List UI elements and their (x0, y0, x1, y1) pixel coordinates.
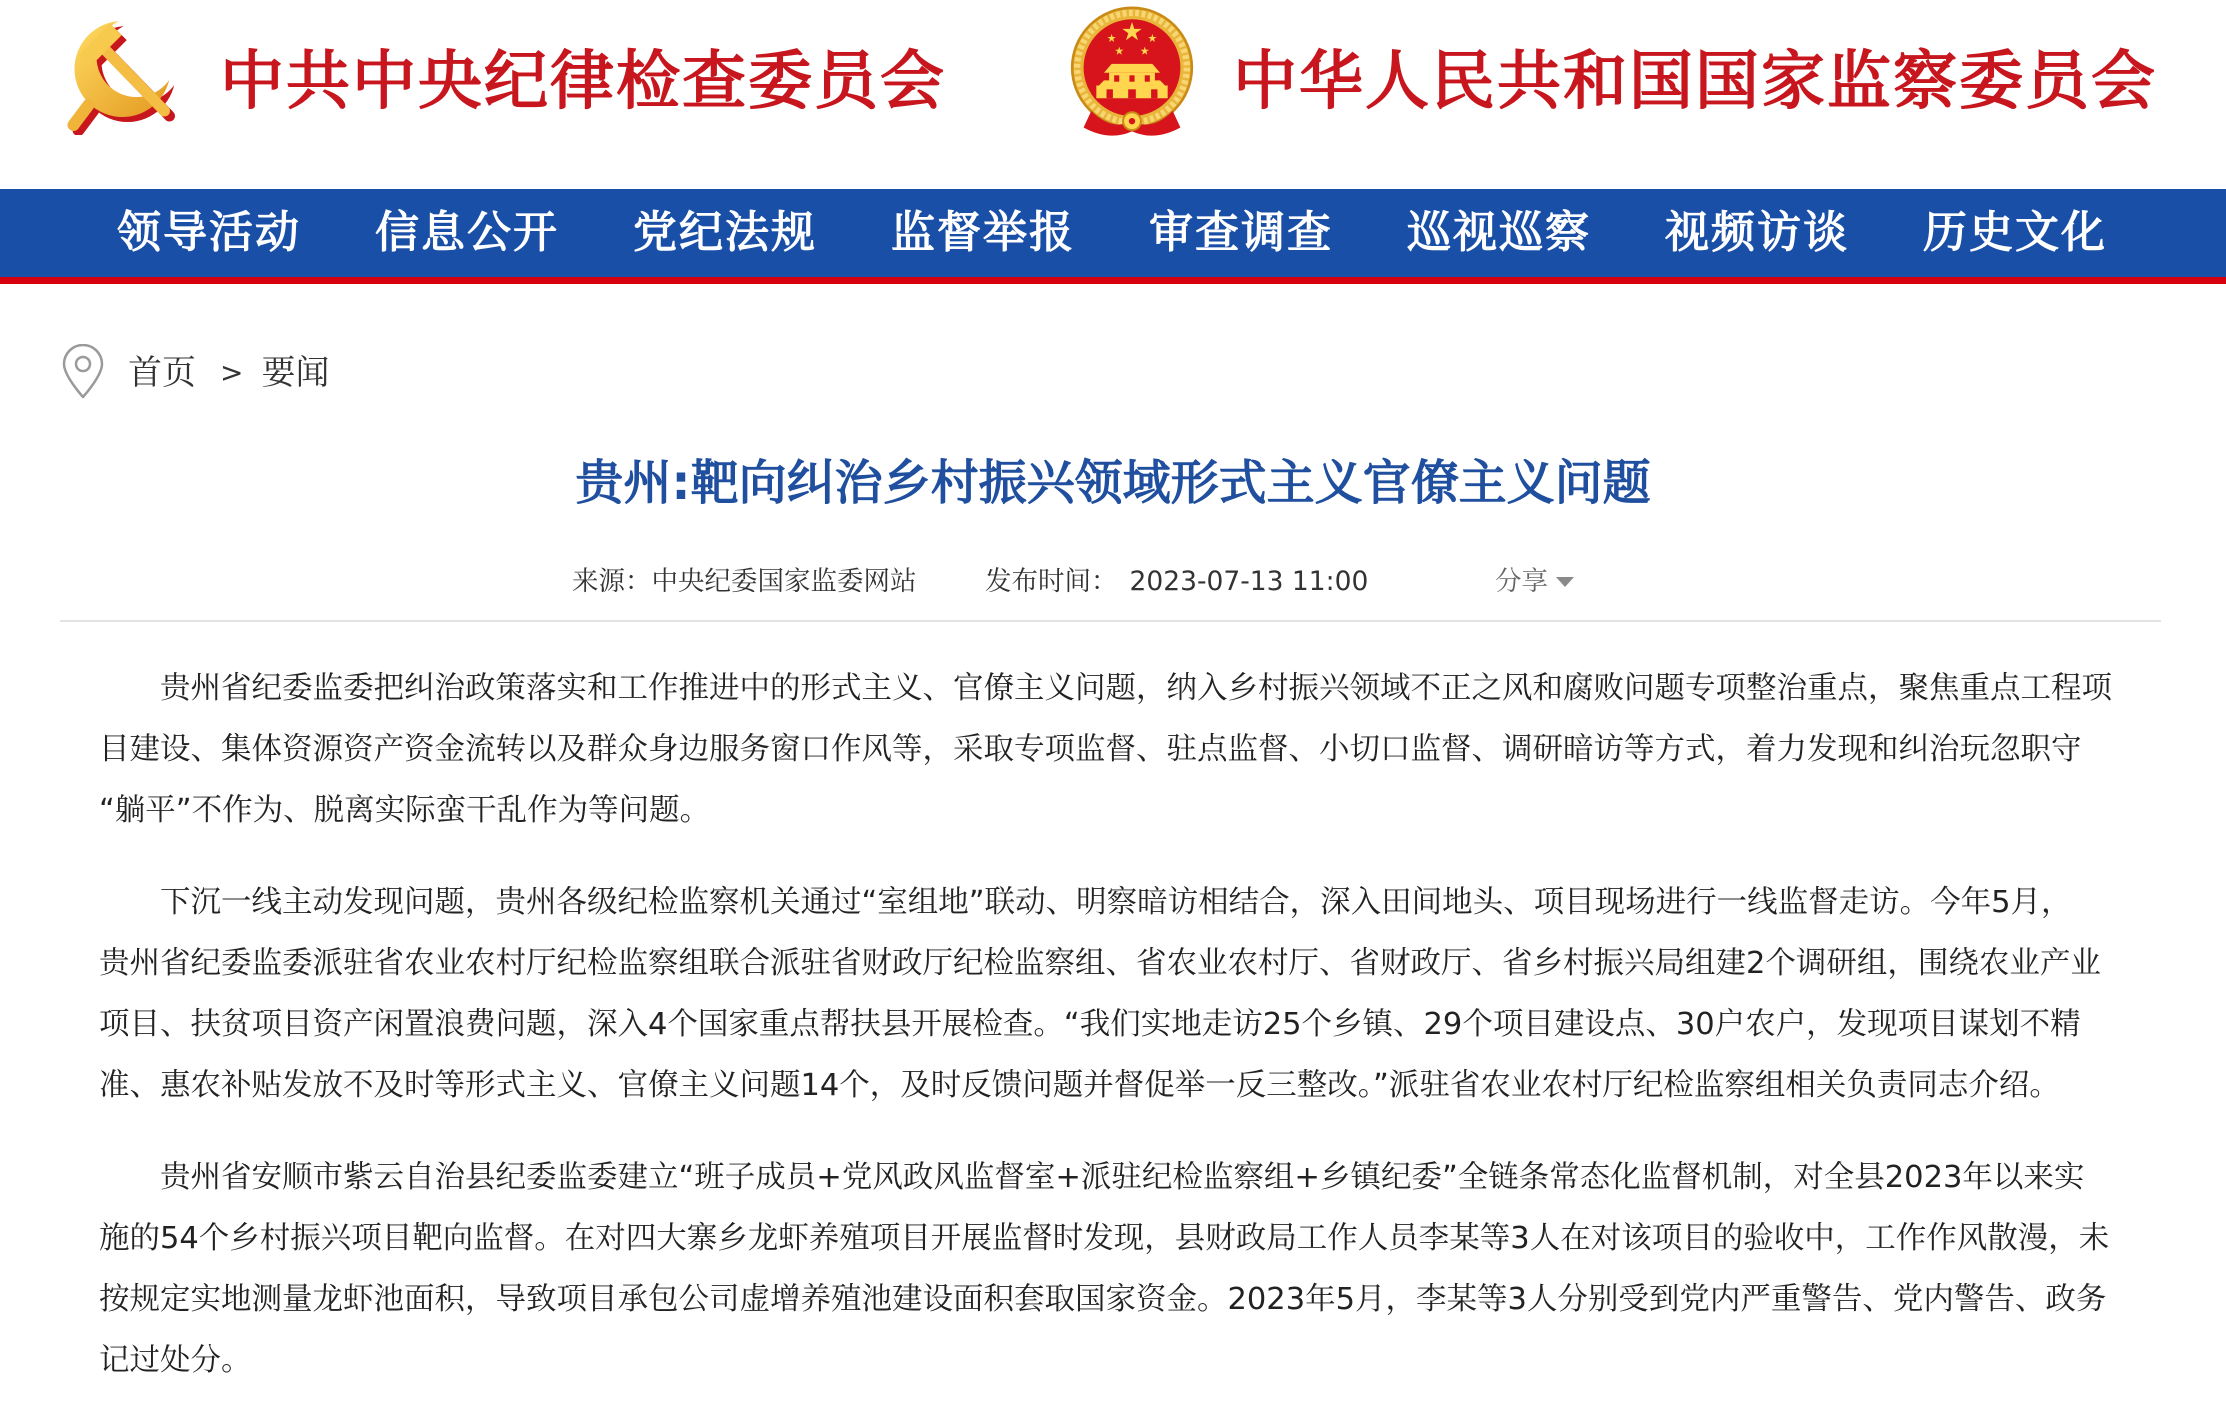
nav-item-info-disclosure[interactable]: 信息公开 (375, 207, 559, 258)
cpc-emblem-icon (64, 7, 185, 135)
cpc-logo-link[interactable] (64, 7, 185, 135)
paragraph-line: “躺平”不作为、脱离实际蛮干乱作为等问题。 (99, 793, 711, 828)
article-paragraph (99, 1147, 2159, 1391)
paragraph-line: 贵州省纪委监委把纠治政策落实和工作推进中的形式主义、官僚主义问题，纳入乡村振兴领域不正之风和腐败问题专项整治重点，聚焦重点工程项 (160, 671, 2112, 706)
paragraph-line: 施的54个乡村振兴项目靶向监督。在对四大寨乡龙虾养殖项目开展监督时发现，县财政局工作人员李某等3人在对该项目的验收中，工作作风散漫，未 (99, 1221, 2110, 1256)
cpc-site-title: 中共中央纪律检查委员会 (220, 44, 946, 119)
nav-underline (0, 277, 2226, 284)
article-paragraph (99, 872, 2159, 1116)
breadcrumb-home-link[interactable]: 首页 (128, 353, 196, 393)
nsc-site-title: 中华人民共和国国家监察委员会 (1233, 44, 2157, 119)
article-paragraph (99, 658, 2159, 841)
paragraph-line: 贵州省安顺市紫云自治县纪委监委建立“班子成员+党风政风监督室+派驻纪检监察组+乡镇纪委”全链条常态化监督机制，对全县2023年以来实 (160, 1160, 2085, 1195)
nav-item-inspection-tour[interactable]: 巡视巡察 (1407, 207, 1591, 258)
header-divider (60, 620, 2161, 622)
paragraph-line: 按规定实地测量龙虾池面积，导致项目承包公司虚增养殖池建设面积套取国家资金。2023年5月，李某等3人分别受到党内严重警告、党内警告、政务 (99, 1282, 2107, 1317)
article-body (99, 658, 2159, 1422)
chevron-down-icon (1556, 577, 1574, 587)
publish-time-label: 发布时间： (985, 566, 1118, 597)
share-button[interactable] (1495, 562, 1574, 602)
national-emblem-icon (1068, 4, 1196, 139)
nav-item-history-culture[interactable]: 历史文化 (1923, 207, 2107, 258)
nav-item-leadership[interactable]: 领导活动 (117, 207, 301, 258)
paragraph-line: 下沉一线主动发现问题，贵州各级纪检监察机关通过“室组地”联动、明察暗访相结合，深入田间地头、项目现场进行一线监督走访。今年5月， (160, 885, 2072, 920)
paragraph-line: 记过处分。 (99, 1343, 252, 1378)
paragraph-line: 贵州省纪委监委派驻省农业农村厅纪检监察组联合派驻省财政厅纪检监察组、省农业农村厅、省财政厅、省乡村振兴局组建2个调研组，围绕农业产业 (99, 946, 2101, 981)
nav-item-video-interview[interactable]: 视频访谈 (1665, 207, 1849, 258)
nav-items (80, 189, 2144, 277)
location-pin-icon (60, 344, 106, 400)
source-label: 来源： (572, 566, 652, 597)
article-publish-time (985, 562, 1368, 602)
breadcrumb-current[interactable]: 要闻 (261, 353, 330, 393)
main-nav (0, 189, 2226, 277)
source-value: 中央纪委国家监委网站 (651, 566, 917, 597)
paragraph-line: 项目、扶贫项目资产闲置浪费问题，深入4个国家重点帮扶县开展检查。“我们实地走访25个乡镇、29个项目建设点、30户农户，发现项目谋划不精 (99, 1007, 2081, 1042)
nav-item-supervision-report[interactable]: 监督举报 (891, 207, 1075, 258)
national-logo-link[interactable] (1068, 4, 1196, 139)
article-title: 贵州:靶向纠治乡村振兴领域形式主义官僚主义问题 (575, 455, 1651, 511)
paragraph-line: 准、惠农补贴发放不及时等形式主义、官僚主义问题14个，及时反馈问题并督促举一反三整改。”派驻省农业农村厅纪检监察组相关负责同志介绍。 (99, 1068, 2060, 1103)
share-label: 分享 (1495, 566, 1548, 597)
publish-time-value: 2023-07-13 11:00 (1129, 566, 1369, 597)
nav-item-investigation[interactable]: 审查调查 (1149, 207, 1333, 258)
paragraph-line: 目建设、集体资源资产资金流转以及群众身边服务窗口作风等，采取专项监督、驻点监督、小切口监督、调研暗访等方式，着力发现和纠治玩忽职守 (99, 732, 2082, 767)
breadcrumb (128, 350, 329, 396)
breadcrumb-separator: > (220, 356, 244, 389)
article-source (572, 562, 917, 602)
nav-item-party-rules[interactable]: 党纪法规 (633, 207, 817, 258)
